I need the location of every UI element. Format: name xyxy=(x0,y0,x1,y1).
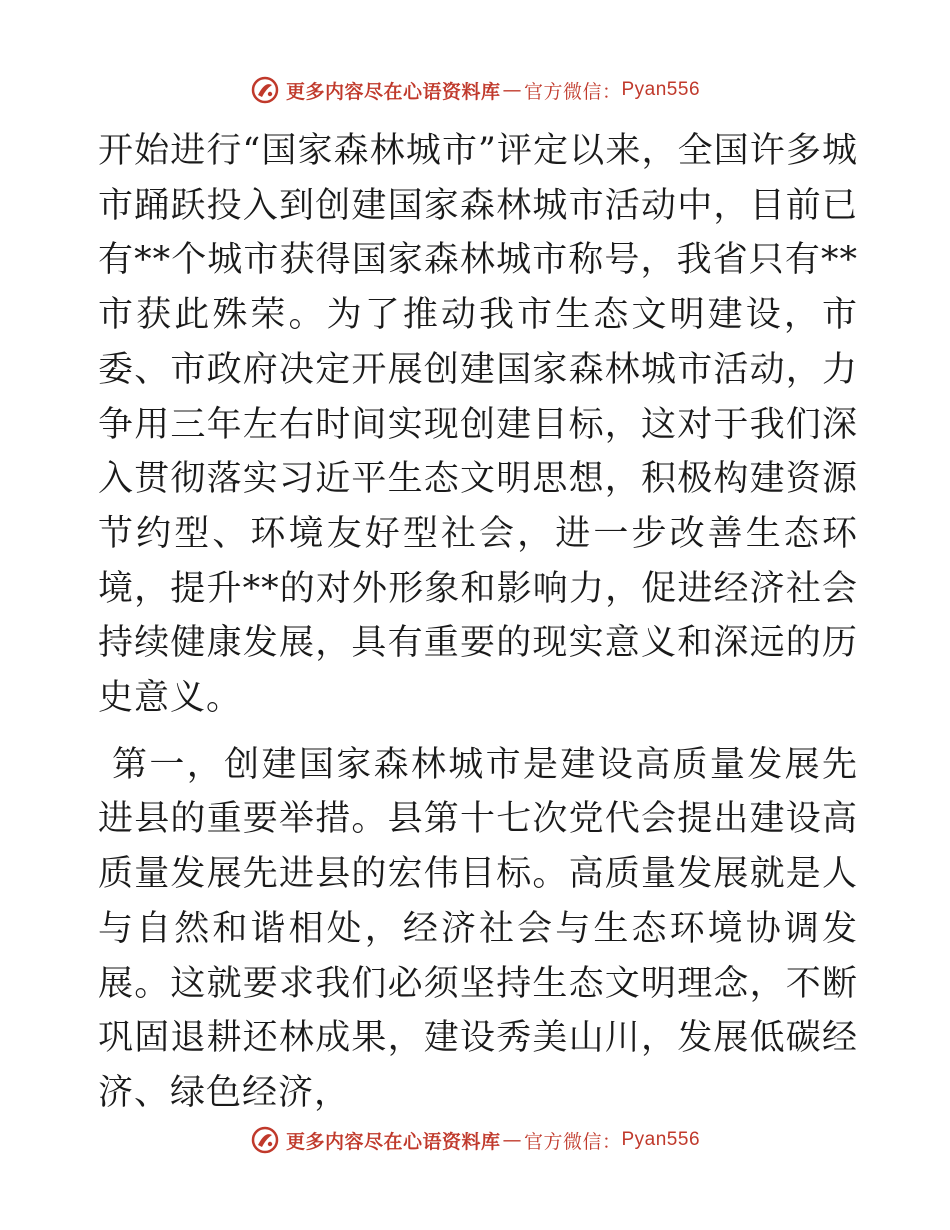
paragraph-1: 开始进行“国家森林城市”评定以来，全国许多城市踊跃投入到创建国家森林城市活动中，目前已有**个城市获得国家森林城市称号，我省只有**市获此殊荣。为了推动我市生态文明建设，市委、市政府决定开展创建国家森林城市活动，力争用三年左右时间实现创建目标，这对于我们深入贯彻落实习近平生态文明思想，积极构建资源节约型、环境友好型社会，进一步改善生态环境，提升**的对外形象和影响力，促进经济社会持续健康发展，具有重要的现实意义和深远的历史意义。 xyxy=(98,131,858,719)
footer-watermark xyxy=(0,1120,950,1160)
watermark-wechat-label: 官方微信： xyxy=(523,1130,622,1153)
watermark-site-name: 更多内容尽在心语资料库 xyxy=(285,1130,501,1153)
watermark-site-name: 更多内容尽在心语资料库 xyxy=(285,80,501,103)
document-body xyxy=(98,124,858,1121)
brand-logo-icon xyxy=(250,1125,280,1155)
watermark-wechat-label: 官方微信： xyxy=(523,80,622,103)
watermark-separator: — xyxy=(502,1129,522,1151)
watermark-wechat-id: Pyan556 xyxy=(621,79,701,100)
watermark-separator: — xyxy=(502,79,522,101)
paragraph-2: 第一，创建国家森林城市是建设高质量发展先进县的重要举措。县第十七次党代会提出建设高质量发展先进县的宏伟目标。高质量发展就是人与自然和谐相处，经济社会与生态环境协调发展。这就要求我们必须坚持生态文明理念，不断巩固退耕还林成果，建设秀美山川，发展低碳经济、绿色经济， xyxy=(98,744,858,1113)
header-watermark xyxy=(0,70,950,110)
brand-logo-icon xyxy=(250,75,280,105)
watermark-wechat-id: Pyan556 xyxy=(621,1129,701,1150)
